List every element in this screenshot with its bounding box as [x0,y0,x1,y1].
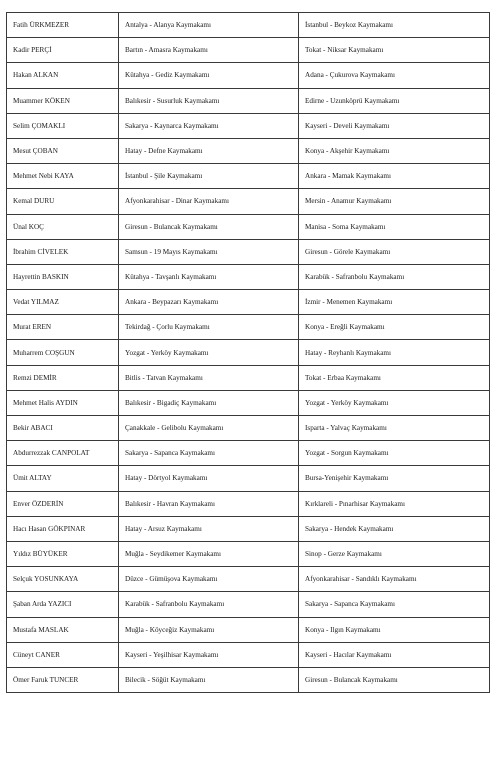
new-post-cell: Giresun - Görele Kaymakamı [299,239,490,264]
new-post-cell: Manisa - Soma Kaymakamı [299,214,490,239]
person-name-cell: Ümit ALTAY [7,466,119,491]
table-row [7,164,490,189]
new-post-cell: Isparta - Yalvaç Kaymakamı [299,416,490,441]
previous-post-cell: Çanakkale - Gelibolu Kaymakamı [119,416,299,441]
table-row [7,189,490,214]
person-name-cell: Şaban Arda YAZICI [7,592,119,617]
table-row [7,516,490,541]
previous-post-cell: Ankara - Beypazarı Kaymakamı [119,290,299,315]
table-row [7,441,490,466]
new-post-cell: İstanbul - Beykoz Kaymakamı [299,13,490,38]
person-name-cell: Ünal KOÇ [7,214,119,239]
person-name-cell: Mehmet Nebi KAYA [7,164,119,189]
person-name-cell: Bekir ABACI [7,416,119,441]
previous-post-cell: Hatay - Arsuz Kaymakamı [119,516,299,541]
table-row [7,13,490,38]
table-row [7,491,490,516]
table-row [7,365,490,390]
previous-post-cell: Bitlis - Tatvan Kaymakamı [119,365,299,390]
previous-post-cell: Hatay - Defne Kaymakamı [119,138,299,163]
table-row [7,466,490,491]
person-name-cell: Enver ÖZDERİN [7,491,119,516]
appointments-table-body [7,13,490,693]
previous-post-cell: Kütahya - Tavşanlı Kaymakamı [119,264,299,289]
table-row [7,214,490,239]
previous-post-cell: Kayseri - Yeşilhisar Kaymakamı [119,642,299,667]
new-post-cell: Sakarya - Sapanca Kaymakamı [299,592,490,617]
new-post-cell: Edirne - Uzunköprü Kaymakamı [299,88,490,113]
new-post-cell: Bursa-Yenişehir Kaymakamı [299,466,490,491]
table-row [7,340,490,365]
previous-post-cell: Muğla - Köyceğiz Kaymakamı [119,617,299,642]
person-name-cell: Murat EREN [7,315,119,340]
table-row [7,390,490,415]
table-row [7,667,490,692]
previous-post-cell: Bartın - Amasra Kaymakamı [119,38,299,63]
new-post-cell: Tokat - Niksar Kaymakamı [299,38,490,63]
table-row [7,315,490,340]
person-name-cell: Selçuk YOSUNKAYA [7,567,119,592]
table-row [7,88,490,113]
person-name-cell: Muammer KÖKEN [7,88,119,113]
table-row [7,138,490,163]
new-post-cell: Sinop - Gerze Kaymakamı [299,541,490,566]
table-row [7,416,490,441]
person-name-cell: Abdurrezzak CANPOLAT [7,441,119,466]
previous-post-cell: İstanbul - Şile Kaymakamı [119,164,299,189]
new-post-cell: Konya - Ilgın Kaymakamı [299,617,490,642]
previous-post-cell: Muğla - Seydikemer Kaymakamı [119,541,299,566]
table-row [7,38,490,63]
previous-post-cell: Bilecik - Söğüt Kaymakamı [119,667,299,692]
person-name-cell: Ömer Faruk TUNCER [7,667,119,692]
person-name-cell: Mesut ÇOBAN [7,138,119,163]
new-post-cell: Afyonkarahisar - Sandıklı Kaymakamı [299,567,490,592]
person-name-cell: Mustafa MASLAK [7,617,119,642]
new-post-cell: Giresun - Bulancak Kaymakamı [299,667,490,692]
new-post-cell: Kırklareli - Pınarhisar Kaymakamı [299,491,490,516]
table-row [7,290,490,315]
table-row [7,541,490,566]
person-name-cell: Hacı Hasan GÖKPINAR [7,516,119,541]
new-post-cell: Tokat - Erbaa Kaymakamı [299,365,490,390]
previous-post-cell: Tekirdağ - Çorlu Kaymakamı [119,315,299,340]
previous-post-cell: Yozgat - Yerköy Kaymakamı [119,340,299,365]
appointments-table [6,12,490,693]
person-name-cell: Hakan ALKAN [7,63,119,88]
previous-post-cell: Samsun - 19 Mayıs Kaymakamı [119,239,299,264]
new-post-cell: Konya - Akşehir Kaymakamı [299,138,490,163]
new-post-cell: İzmir - Menemen Kaymakamı [299,290,490,315]
person-name-cell: Kemal DURU [7,189,119,214]
table-row [7,592,490,617]
previous-post-cell: Balıkesir - Havran Kaymakamı [119,491,299,516]
new-post-cell: Ankara - Mamak Kaymakamı [299,164,490,189]
person-name-cell: Hayrettin BASKIN [7,264,119,289]
previous-post-cell: Afyonkarahisar - Dinar Kaymakamı [119,189,299,214]
table-row [7,113,490,138]
table-row [7,63,490,88]
previous-post-cell: Giresun - Bulancak Kaymakamı [119,214,299,239]
table-row [7,567,490,592]
previous-post-cell: Sakarya - Kaynarca Kaymakamı [119,113,299,138]
new-post-cell: Mersin - Anamur Kaymakamı [299,189,490,214]
previous-post-cell: Balıkesir - Susurluk Kaymakamı [119,88,299,113]
new-post-cell: Adana - Çukurova Kaymakamı [299,63,490,88]
new-post-cell: Karabük - Safranbolu Kaymakamı [299,264,490,289]
new-post-cell: Yozgat - Yerköy Kaymakamı [299,390,490,415]
table-row [7,617,490,642]
previous-post-cell: Antalya - Alanya Kaymakamı [119,13,299,38]
person-name-cell: İbrahim CİVELEK [7,239,119,264]
new-post-cell: Konya - Ereğli Kaymakamı [299,315,490,340]
new-post-cell: Hatay - Reyhanlı Kaymakamı [299,340,490,365]
person-name-cell: Yıldız BÜYÜKER [7,541,119,566]
previous-post-cell: Balıkesir - Bigadiç Kaymakamı [119,390,299,415]
new-post-cell: Yozgat - Sorgun Kaymakamı [299,441,490,466]
person-name-cell: Fatih ÜRKMEZER [7,13,119,38]
previous-post-cell: Sakarya - Sapanca Kaymakamı [119,441,299,466]
previous-post-cell: Hatay - Dörtyol Kaymakamı [119,466,299,491]
new-post-cell: Sakarya - Hendek Kaymakamı [299,516,490,541]
table-row [7,264,490,289]
person-name-cell: Muharrem COŞGUN [7,340,119,365]
previous-post-cell: Karabük - Safranbolu Kaymakamı [119,592,299,617]
new-post-cell: Kayseri - Develi Kaymakamı [299,113,490,138]
person-name-cell: Remzi DEMİR [7,365,119,390]
person-name-cell: Selim ÇOMAKLI [7,113,119,138]
new-post-cell: Kayseri - Hacılar Kaymakamı [299,642,490,667]
person-name-cell: Mehmet Halis AYDIN [7,390,119,415]
person-name-cell: Kadir PERÇİ [7,38,119,63]
table-row [7,642,490,667]
previous-post-cell: Kütahya - Gediz Kaymakamı [119,63,299,88]
previous-post-cell: Düzce - Gümüşova Kaymakamı [119,567,299,592]
table-row [7,239,490,264]
person-name-cell: Cüneyt CANER [7,642,119,667]
person-name-cell: Vedat YILMAZ [7,290,119,315]
